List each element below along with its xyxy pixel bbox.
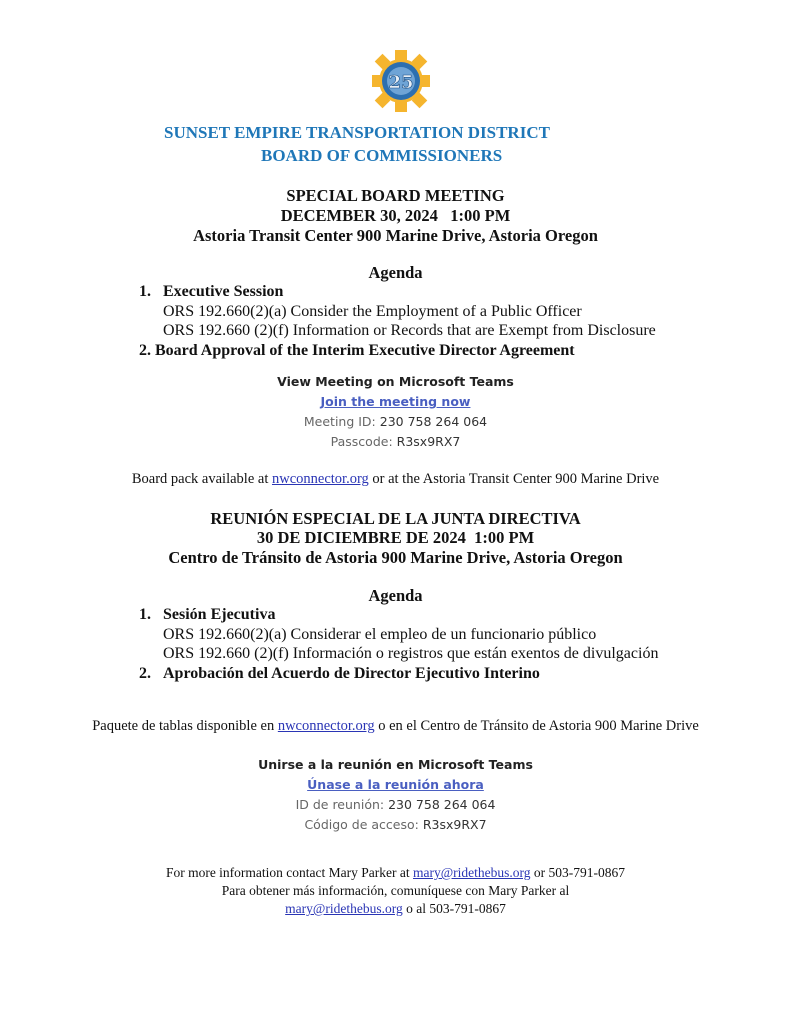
agenda-item-1 xyxy=(139,282,283,302)
item-number: 2. xyxy=(139,665,151,682)
meeting-datetime: DECEMBER 30, 2024 1:00 PM xyxy=(280,206,511,225)
meeting-id: Meeting ID: 230 758 264 064 xyxy=(303,414,488,429)
teams-title-es: Unirse a la reunión en Microsoft Teams xyxy=(258,757,533,772)
board-name: BOARD OF COMMISSIONERS xyxy=(261,146,503,165)
agenda-item-2-es xyxy=(139,664,540,684)
meeting-id-es: ID de reunión: 230 758 264 064 xyxy=(295,797,496,812)
item-label: Board Approval of the Interim Executive Director Agreement xyxy=(155,342,575,359)
passcode-es: Código de acceso: R3sx9RX7 xyxy=(304,817,487,832)
teams-block-es xyxy=(0,755,791,835)
agenda-item-2 xyxy=(139,341,575,361)
contact-line-en: For more information contact Mary Parker at mary@ridethebus.org or 503-791-0867 xyxy=(165,865,626,880)
contact-info xyxy=(0,864,791,918)
email-link-es[interactable]: mary@ridethebus.org xyxy=(285,901,403,916)
board-pack-note: Board pack available at nwconnector.org or at the Astoria Transit Center 900 Marine Drive xyxy=(131,471,660,487)
item-label: Sesión Ejecutiva xyxy=(163,606,276,623)
item-number: 1. xyxy=(139,283,151,300)
join-meeting-link-es[interactable]: Únase a la reunión ahora xyxy=(307,777,484,792)
teams-block xyxy=(0,372,791,452)
meeting-datetime-es: 30 DE DICIEMBRE DE 2024 1:00 PM xyxy=(256,528,535,547)
join-meeting-link[interactable]: Join the meeting now xyxy=(320,394,471,409)
agenda-subitem: ORS 192.660 (2)(f) Information or Records that are Exempt from Disclosure xyxy=(163,322,656,339)
contact-line-es-2: mary@ridethebus.org o al 503-791-0867 xyxy=(285,901,506,916)
meeting-location: Astoria Transit Center 900 Marine Drive, Astoria Oregon xyxy=(193,226,598,245)
district-logo xyxy=(372,50,430,112)
agenda-title: Agenda xyxy=(368,263,423,282)
agenda-subitem: ORS 192.660 (2)(f) Información o registros que están exentos de divulgación xyxy=(163,645,659,662)
item-number: 2. xyxy=(139,342,151,359)
nwconnector-link[interactable]: nwconnector.org xyxy=(271,471,369,487)
item-label: Aprobación del Acuerdo de Director Ejecutivo Interino xyxy=(163,665,540,682)
gear-logo-icon xyxy=(372,50,430,112)
agenda-subitem: ORS 192.660(2)(a) Considerar el empleo de un funcionario público xyxy=(163,626,597,643)
meeting-location-es: Centro de Tránsito de Astoria 900 Marine Drive, Astoria Oregon xyxy=(168,548,623,567)
passcode: Passcode: R3sx9RX7 xyxy=(330,434,461,449)
item-number: 1. xyxy=(139,606,151,623)
agenda-title-es: Agenda xyxy=(368,586,423,605)
meeting-title-es: REUNIÓN ESPECIAL DE LA JUNTA DIRECTIVA xyxy=(210,509,581,528)
agenda-subitem: ORS 192.660(2)(a) Consider the Employment of a Public Officer xyxy=(163,303,582,320)
item-label: Executive Session xyxy=(163,283,284,300)
org-name: SUNSET EMPIRE TRANSPORTATION DISTRICT xyxy=(164,123,550,142)
board-pack-note-es: Paquete de tablas disponible en nwconnector.org o en el Centro de Tránsito de Astoria 900 Marine Drive xyxy=(92,718,699,734)
email-link[interactable]: mary@ridethebus.org xyxy=(413,865,531,880)
contact-line-es: Para obtener más información, comuníquese con Mary Parker al xyxy=(221,883,570,898)
nwconnector-link-es[interactable]: nwconnector.org xyxy=(277,718,375,734)
agenda-item-1-es xyxy=(139,605,275,625)
svg-text:25: 25 xyxy=(388,72,414,93)
teams-title: View Meeting on Microsoft Teams xyxy=(277,374,514,389)
meeting-title: SPECIAL BOARD MEETING xyxy=(286,186,505,205)
